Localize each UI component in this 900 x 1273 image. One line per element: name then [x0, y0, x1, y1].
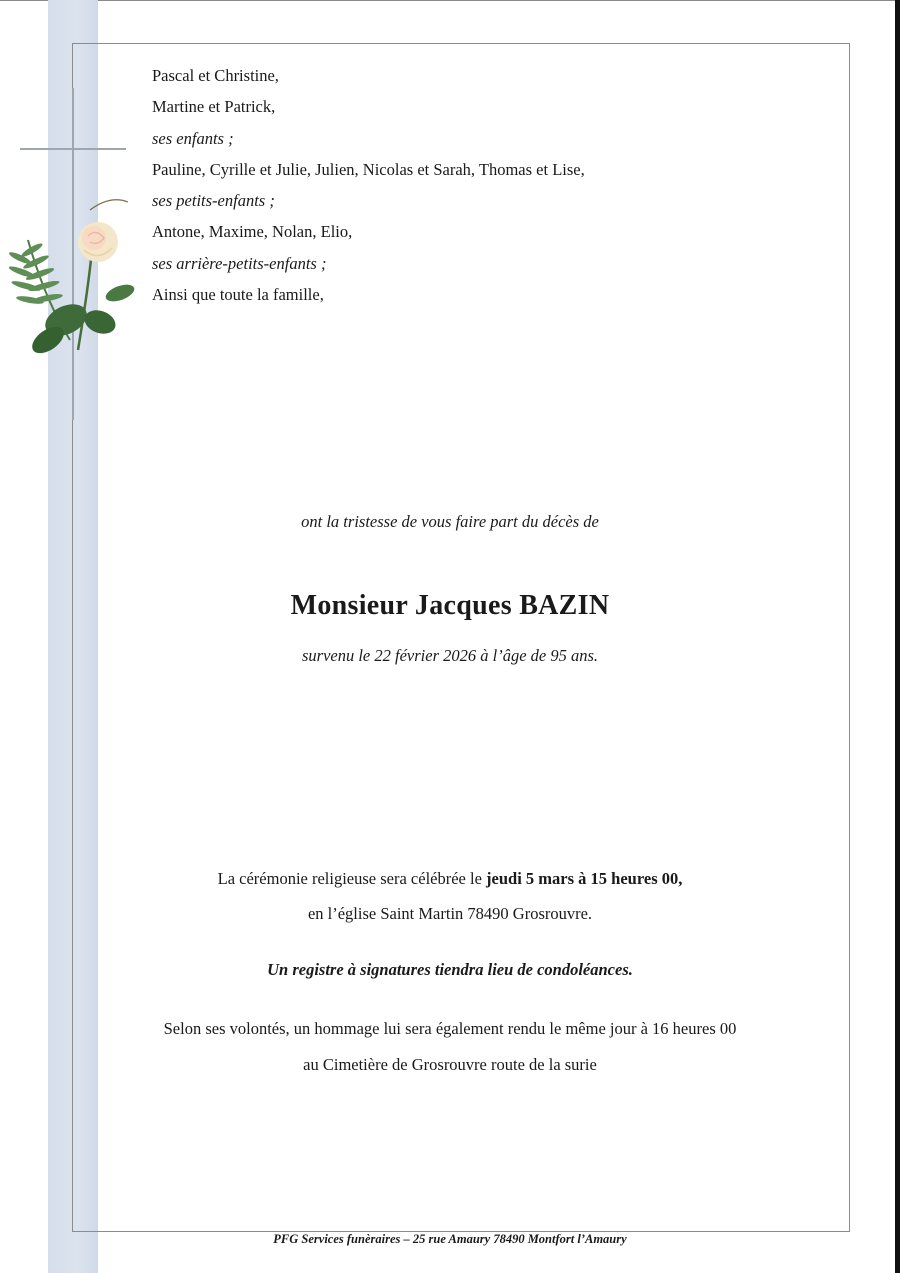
page-right-edge	[895, 0, 900, 1273]
tribute-line-2: au Cimetière de Grosrouvre route de la surie	[303, 1055, 597, 1074]
page-top-edge	[0, 0, 900, 1]
death-info: survenu le 22 février 2026 à l’âge de 95 ans.	[301, 646, 599, 665]
cross-bar	[20, 148, 126, 150]
family-line-great-grandchildren: Antone, Maxime, Nolan, Elio,	[152, 222, 353, 242]
ceremony-datetime: jeudi 5 mars à 15 heures 00,	[486, 869, 683, 888]
relation-label-great-grandchildren: ses arrière-petits-enfants ;	[152, 253, 327, 273]
family-line-all: Ainsi que toute la famille,	[152, 285, 324, 305]
funeral-services-footer: PFG Services funèraires – 25 rue Amaury 78490 Montfort l’Amaury	[273, 1232, 627, 1246]
relation-label-grandchildren: ses petits-enfants ;	[152, 191, 275, 211]
tribute-line-1: Selon ses volontés, un hommage lui sera également rendu le même jour à 16 heures 00	[163, 1019, 737, 1038]
announcement-intro: ont la tristesse de vous faire part du décès de	[301, 512, 599, 531]
ceremony-announcement	[0, 869, 900, 889]
rose-flower-icon	[0, 190, 145, 360]
family-members-list	[152, 60, 752, 310]
condolence-register-note: Un registre à signatures tiendra lieu de condoléances.	[267, 960, 633, 979]
relation-label-children: ses enfants ;	[152, 128, 234, 148]
ceremony-location: en l’église Saint Martin 78490 Grosrouvre.	[307, 904, 593, 923]
family-line-1: Pascal et Christine,	[152, 66, 279, 85]
family-line-grandchildren: Pauline, Cyrille et Julie, Julien, Nicolas et Sarah, Thomas et Lise,	[152, 159, 585, 179]
ceremony-text: La cérémonie religieuse sera célébrée le	[217, 869, 487, 888]
family-line-2: Martine et Patrick,	[152, 97, 276, 117]
deceased-name: Monsieur Jacques BAZIN	[290, 590, 610, 621]
